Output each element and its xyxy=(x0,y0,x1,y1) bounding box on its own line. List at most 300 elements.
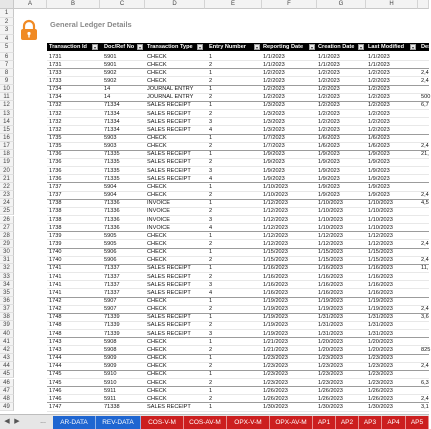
filter-dropdown-icon[interactable] xyxy=(92,44,98,50)
table-cell[interactable]: 1/12/2023 xyxy=(368,232,393,239)
table-cell[interactable]: 1/10/2023 xyxy=(318,224,343,231)
table-cell[interactable]: 1/31/2023 xyxy=(368,322,393,329)
row-header[interactable]: 20 xyxy=(0,167,14,175)
table-cell[interactable]: 1/16/2023 xyxy=(318,273,343,280)
table-cell[interactable]: 5903 xyxy=(104,135,117,141)
table-cell[interactable]: 1/16/2023 xyxy=(318,265,343,272)
table-cell[interactable]: 1735 xyxy=(49,143,62,150)
table-cell[interactable]: 1/2/2023 xyxy=(368,102,390,109)
table-cell[interactable]: CHECK xyxy=(147,371,167,378)
table-cell[interactable]: 1746 xyxy=(49,387,62,394)
table-cell[interactable]: 1/16/2023 xyxy=(368,289,393,296)
table-cell[interactable]: CHECK xyxy=(147,355,167,362)
row-header[interactable]: 13 xyxy=(0,110,14,118)
table-cell[interactable]: 1/9/2023 xyxy=(368,183,390,190)
table-cell[interactable]: 5909 xyxy=(104,355,117,362)
table-cell[interactable]: 1739 xyxy=(49,240,62,247)
table-cell[interactable]: 71335 xyxy=(104,167,120,174)
more-tabs-button[interactable]: ... xyxy=(40,418,46,425)
table-cell[interactable]: CHECK xyxy=(147,61,167,68)
table-cell[interactable]: 1/2/2023 xyxy=(263,86,285,93)
filter-dropdown-icon[interactable] xyxy=(309,44,315,50)
table-cell[interactable]: 1/16/2023 xyxy=(368,281,393,288)
table-cell[interactable]: 1 xyxy=(209,371,213,378)
table-cell[interactable]: 3,6 xyxy=(421,314,429,321)
table-cell[interactable]: SALES RECEIPT xyxy=(147,289,191,296)
row-header[interactable]: 2 xyxy=(0,18,14,27)
table-cell[interactable]: 2 xyxy=(209,395,213,402)
table-cell[interactable]: 3 xyxy=(209,118,213,125)
column-header[interactable]: E xyxy=(205,0,262,9)
row-header[interactable]: 32 xyxy=(0,264,14,272)
table-cell[interactable]: 2,4 xyxy=(421,306,429,313)
table-cell[interactable]: INVOICE xyxy=(147,216,171,223)
table-cell[interactable]: 71335 xyxy=(104,175,120,182)
table-cell[interactable]: CHECK xyxy=(147,143,167,150)
table-cell[interactable]: 1734 xyxy=(49,86,62,93)
table-cell[interactable]: 1732 xyxy=(49,126,62,133)
table-cell[interactable]: 2,4 xyxy=(421,363,429,370)
table-cell[interactable]: 1 xyxy=(209,403,213,410)
table-cell[interactable]: 1/23/2023 xyxy=(318,379,343,386)
table-cell[interactable]: CHECK xyxy=(147,363,167,370)
table-cell[interactable]: 1 xyxy=(209,69,213,76)
table-cell[interactable]: 71334 xyxy=(104,126,120,133)
table-cell[interactable]: 2 xyxy=(209,61,213,68)
table-cell[interactable]: 1/20/2023 xyxy=(318,346,343,353)
table-cell[interactable]: 1/26/2023 xyxy=(368,395,393,402)
column-header[interactable]: B xyxy=(47,0,100,9)
table-cell[interactable]: 1/12/2023 xyxy=(318,232,343,239)
table-cell[interactable]: 1/12/2023 xyxy=(263,240,288,247)
table-cell[interactable]: 1/19/2023 xyxy=(318,306,343,313)
sheet-tab[interactable]: OPX-V-M xyxy=(227,416,270,429)
row-header[interactable]: 15 xyxy=(0,126,14,134)
table-cell[interactable]: 1 xyxy=(209,86,213,93)
table-cell[interactable]: 1/23/2023 xyxy=(263,379,288,386)
table-cell[interactable]: 2 xyxy=(209,208,213,215)
table-cell[interactable]: 1/15/2023 xyxy=(368,257,393,264)
row-header[interactable]: 18 xyxy=(0,150,14,158)
table-cell[interactable]: 14 xyxy=(104,94,111,101)
table-cell[interactable]: 1/23/2023 xyxy=(368,363,393,370)
table-cell[interactable]: CHECK xyxy=(147,240,167,247)
table-cell[interactable]: 1 xyxy=(209,102,213,109)
table-cell[interactable]: 1/2/2023 xyxy=(318,86,340,93)
table-cell[interactable]: 1/9/2023 xyxy=(318,175,340,182)
table-cell[interactable]: 2 xyxy=(209,346,213,353)
table-cell[interactable]: 1/23/2023 xyxy=(318,363,343,370)
table-cell[interactable]: 1734 xyxy=(49,94,62,101)
sheet-tab[interactable]: COS-AV-M xyxy=(184,416,227,429)
table-cell[interactable]: 1742 xyxy=(49,298,62,304)
select-all-corner[interactable] xyxy=(0,0,14,9)
table-cell[interactable]: 1/10/2023 xyxy=(318,200,343,207)
table-cell[interactable]: 1/10/2023 xyxy=(368,200,393,207)
table-cell[interactable]: 1737 xyxy=(49,192,62,199)
table-cell[interactable]: 71334 xyxy=(104,110,120,117)
row-header[interactable]: 40 xyxy=(0,330,14,338)
table-cell[interactable]: 1741 xyxy=(49,281,62,288)
table-cell[interactable]: 71336 xyxy=(104,208,120,215)
sheet-tab[interactable]: AR-DATA xyxy=(53,416,96,429)
table-cell[interactable]: 1/31/2023 xyxy=(318,330,343,337)
table-cell[interactable]: 1/20/2023 xyxy=(318,338,343,345)
filter-dropdown-icon[interactable] xyxy=(358,44,364,50)
row-header[interactable]: 44 xyxy=(0,362,14,370)
table-cell[interactable]: 1740 xyxy=(49,249,62,256)
table-cell[interactable]: 1/3/2023 xyxy=(263,110,285,117)
table-cell[interactable]: CHECK xyxy=(147,257,167,264)
table-cell[interactable]: 11, xyxy=(421,265,429,272)
table-cell[interactable]: CHECK xyxy=(147,232,167,239)
table-cell[interactable]: 1/3/2023 xyxy=(263,118,285,125)
table-cell[interactable]: 2 xyxy=(209,322,213,329)
table-cell[interactable]: 1/23/2023 xyxy=(368,355,393,362)
table-cell[interactable]: 1/9/2023 xyxy=(318,183,340,190)
table-cell[interactable]: 71335 xyxy=(104,159,120,166)
table-cell[interactable]: 1/2/2023 xyxy=(368,110,390,117)
row-header[interactable]: 10 xyxy=(0,85,14,93)
table-cell[interactable]: 1747 xyxy=(49,403,62,410)
row-header[interactable]: 7 xyxy=(0,61,14,69)
row-header[interactable]: 24 xyxy=(0,199,14,207)
table-cell[interactable]: 1 xyxy=(209,265,213,272)
table-cell[interactable]: 1733 xyxy=(49,77,62,84)
table-cell[interactable]: 1740 xyxy=(49,257,62,264)
column-header[interactable]: A xyxy=(14,0,47,9)
table-cell[interactable]: 1/12/2023 xyxy=(263,216,288,223)
row-header[interactable]: 36 xyxy=(0,297,14,305)
sheet-tab[interactable]: AP1 xyxy=(313,416,336,429)
filter-dropdown-icon[interactable] xyxy=(254,44,260,50)
table-cell[interactable]: 1/2/2023 xyxy=(368,69,390,76)
table-cell[interactable]: SALES RECEIPT xyxy=(147,314,191,321)
table-cell[interactable]: 1/9/2023 xyxy=(263,175,285,182)
table-cell[interactable]: 1/2/2023 xyxy=(263,77,285,84)
table-cell[interactable]: 1748 xyxy=(49,322,62,329)
row-header[interactable]: 46 xyxy=(0,379,14,387)
table-cell[interactable]: SALES RECEIPT xyxy=(147,281,191,288)
table-cell[interactable]: 1/30/2023 xyxy=(318,403,343,410)
table-cell[interactable]: 71339 xyxy=(104,330,120,337)
table-cell[interactable]: INVOICE xyxy=(147,208,171,215)
table-cell[interactable]: 1/10/2023 xyxy=(318,216,343,223)
table-cell[interactable]: 1/9/2023 xyxy=(318,167,340,174)
row-header[interactable]: 33 xyxy=(0,273,14,281)
row-header[interactable]: 25 xyxy=(0,207,14,215)
row-header[interactable]: 47 xyxy=(0,387,14,395)
table-cell[interactable]: SALES RECEIPT xyxy=(147,273,191,280)
table-cell[interactable]: CHECK xyxy=(147,77,167,84)
table-cell[interactable]: SALES RECEIPT xyxy=(147,167,191,174)
table-cell[interactable]: CHECK xyxy=(147,183,167,190)
column-header[interactable]: G xyxy=(317,0,366,9)
table-cell[interactable]: 1/6/2023 xyxy=(368,135,390,141)
table-cell[interactable]: 71339 xyxy=(104,314,120,321)
table-cell[interactable]: 71339 xyxy=(104,322,120,329)
sheet-tab[interactable]: AP2 xyxy=(336,416,359,429)
table-cell[interactable]: 1/2/2023 xyxy=(368,126,390,133)
column-header[interactable]: C xyxy=(100,0,145,9)
table-cell[interactable]: 71338 xyxy=(104,403,120,410)
table-cell[interactable]: 1/9/2023 xyxy=(368,159,390,166)
sheet-tab[interactable]: AP3 xyxy=(359,416,382,429)
table-cell[interactable]: 1/10/2023 xyxy=(263,192,288,199)
row-header[interactable]: 9 xyxy=(0,77,14,85)
table-cell[interactable]: 1/16/2023 xyxy=(263,265,288,272)
row-header[interactable]: 43 xyxy=(0,354,14,362)
column-header[interactable]: D xyxy=(145,0,205,9)
row-header[interactable]: 14 xyxy=(0,118,14,126)
table-cell[interactable]: 1/12/2023 xyxy=(263,208,288,215)
table-cell[interactable]: 1746 xyxy=(49,395,62,402)
table-cell[interactable]: 1/19/2023 xyxy=(263,322,288,329)
table-cell[interactable]: 1 xyxy=(209,183,213,190)
table-cell[interactable]: 1/26/2023 xyxy=(263,387,288,394)
table-cell[interactable]: 1/1/2023 xyxy=(318,53,340,60)
table-cell[interactable]: 1/10/2023 xyxy=(318,208,343,215)
row-header[interactable]: 27 xyxy=(0,224,14,232)
table-cell[interactable]: 1/19/2023 xyxy=(263,314,288,321)
table-cell[interactable]: CHECK xyxy=(147,338,167,345)
table-cell[interactable]: 1/23/2023 xyxy=(318,355,343,362)
table-cell[interactable]: 1/16/2023 xyxy=(318,281,343,288)
row-header[interactable]: 45 xyxy=(0,370,14,378)
table-cell[interactable]: SALES RECEIPT xyxy=(147,110,191,117)
table-cell[interactable]: 1/21/2023 xyxy=(263,346,288,353)
table-cell[interactable]: 71336 xyxy=(104,224,120,231)
table-cell[interactable]: 1/6/2023 xyxy=(318,143,340,150)
table-cell[interactable]: 1/23/2023 xyxy=(368,379,393,386)
table-cell[interactable]: CHECK xyxy=(147,306,167,313)
table-cell[interactable]: 1/16/2023 xyxy=(318,289,343,296)
table-cell[interactable]: 1/16/2023 xyxy=(368,273,393,280)
table-cell[interactable]: 71334 xyxy=(104,102,120,109)
table-cell[interactable]: 1/15/2023 xyxy=(318,257,343,264)
table-cell[interactable]: 1/26/2023 xyxy=(263,395,288,402)
table-cell[interactable]: 1/21/2023 xyxy=(263,338,288,345)
table-cell[interactable]: 3 xyxy=(209,216,213,223)
table-cell[interactable]: 1 xyxy=(209,355,213,362)
table-cell[interactable]: 1 xyxy=(209,200,213,207)
table-cell[interactable]: SALES RECEIPT xyxy=(147,403,191,410)
row-header[interactable]: 5 xyxy=(0,43,14,53)
table-cell[interactable]: 2 xyxy=(209,240,213,247)
table-cell[interactable]: 1732 xyxy=(49,102,62,109)
table-cell[interactable]: 1/3/2023 xyxy=(263,126,285,133)
table-cell[interactable]: 71337 xyxy=(104,289,120,296)
table-cell[interactable]: 1735 xyxy=(49,135,62,141)
table-cell[interactable]: 1/31/2023 xyxy=(318,314,343,321)
table-cell[interactable]: CHECK xyxy=(147,298,167,304)
table-cell[interactable]: 1/19/2023 xyxy=(263,298,288,304)
filter-dropdown-icon[interactable] xyxy=(137,44,143,50)
table-cell[interactable]: 1/6/2023 xyxy=(368,143,390,150)
table-cell[interactable]: 3,1 xyxy=(421,403,429,410)
row-header[interactable]: 23 xyxy=(0,191,14,199)
table-cell[interactable]: 2,4 xyxy=(421,395,429,402)
tab-scroll-left-icon[interactable]: ◀ xyxy=(4,418,10,425)
table-cell[interactable]: 5907 xyxy=(104,298,117,304)
table-cell[interactable]: 1731 xyxy=(49,61,62,68)
table-cell[interactable]: 1/1/2023 xyxy=(318,61,340,68)
row-header[interactable]: 17 xyxy=(0,142,14,150)
table-cell[interactable]: 1/9/2023 xyxy=(368,192,390,199)
row-header[interactable]: 1 xyxy=(0,9,14,18)
table-cell[interactable]: 5905 xyxy=(104,240,117,247)
table-cell[interactable]: 1/19/2023 xyxy=(318,298,343,304)
table-cell[interactable]: 5904 xyxy=(104,183,117,190)
table-cell[interactable]: 1 xyxy=(209,53,213,60)
row-header[interactable]: 41 xyxy=(0,338,14,346)
table-cell[interactable]: 1741 xyxy=(49,289,62,296)
table-cell[interactable]: 1/16/2023 xyxy=(263,273,288,280)
table-cell[interactable]: 5906 xyxy=(104,249,117,256)
table-cell[interactable]: 1/16/2023 xyxy=(368,265,393,272)
table-cell[interactable]: 2,4 xyxy=(421,77,429,84)
row-header[interactable]: 16 xyxy=(0,134,14,142)
table-cell[interactable]: SALES RECEIPT xyxy=(147,175,191,182)
table-cell[interactable]: 5903 xyxy=(104,143,117,150)
table-cell[interactable]: 1732 xyxy=(49,118,62,125)
table-cell[interactable]: 71335 xyxy=(104,151,120,158)
table-cell[interactable]: 1/10/2023 xyxy=(368,216,393,223)
sheet-tab[interactable]: COS-V-M xyxy=(141,416,184,429)
table-cell[interactable]: 1 xyxy=(209,249,213,256)
table-cell[interactable]: 1/2/2023 xyxy=(318,126,340,133)
table-cell[interactable]: 1 xyxy=(209,338,213,345)
table-cell[interactable]: 1/1/2023 xyxy=(368,53,390,60)
table-cell[interactable]: 2 xyxy=(209,363,213,370)
table-cell[interactable]: 6,7 xyxy=(421,102,429,109)
table-cell[interactable]: 5908 xyxy=(104,346,117,353)
sheet-tab[interactable]: OPX-AV-M xyxy=(270,416,313,429)
table-cell[interactable]: 1/1/2023 xyxy=(263,53,285,60)
row-header[interactable]: 12 xyxy=(0,101,14,109)
table-cell[interactable]: CHECK xyxy=(147,379,167,386)
row-header[interactable]: 3 xyxy=(0,26,14,35)
table-cell[interactable]: 1/15/2023 xyxy=(263,249,288,256)
table-cell[interactable]: INVOICE xyxy=(147,200,171,207)
table-cell[interactable]: 1/12/2023 xyxy=(263,200,288,207)
table-cell[interactable]: 6,3 xyxy=(421,379,429,386)
table-cell[interactable]: 5911 xyxy=(104,395,117,402)
table-cell[interactable]: 1/12/2023 xyxy=(263,232,288,239)
table-cell[interactable]: SALES RECEIPT xyxy=(147,159,191,166)
column-header[interactable]: H xyxy=(366,0,418,9)
table-cell[interactable]: 1/30/2023 xyxy=(368,403,393,410)
table-cell[interactable]: JOURNAL ENTRY xyxy=(147,94,194,101)
table-cell[interactable]: 1/9/2023 xyxy=(318,192,340,199)
table-cell[interactable]: 1/16/2023 xyxy=(263,281,288,288)
table-cell[interactable]: 1/9/2023 xyxy=(318,159,340,166)
table-cell[interactable]: 1/2/2023 xyxy=(318,118,340,125)
table-cell[interactable]: 1/1/2023 xyxy=(368,61,390,68)
row-header[interactable]: 6 xyxy=(0,53,14,61)
table-cell[interactable]: 1745 xyxy=(49,379,62,386)
table-cell[interactable]: 4 xyxy=(209,126,213,133)
table-cell[interactable]: 1748 xyxy=(49,314,62,321)
table-cell[interactable]: 1/19/2023 xyxy=(263,306,288,313)
table-cell[interactable]: 5907 xyxy=(104,306,117,313)
table-cell[interactable]: 1/2/2023 xyxy=(318,110,340,117)
table-cell[interactable]: 1743 xyxy=(49,338,62,345)
table-cell[interactable]: 71336 xyxy=(104,216,120,223)
table-cell[interactable]: 14 xyxy=(104,86,111,93)
table-cell[interactable]: 1/9/2023 xyxy=(368,151,390,158)
table-cell[interactable]: 1/2/2023 xyxy=(368,94,390,101)
table-cell[interactable]: 1 xyxy=(209,151,213,158)
table-cell[interactable]: SALES RECEIPT xyxy=(147,102,191,109)
table-cell[interactable]: 1736 xyxy=(49,159,62,166)
table-cell[interactable]: 2,4 xyxy=(421,192,429,199)
table-cell[interactable]: 1/19/2023 xyxy=(368,298,393,304)
column-header[interactable] xyxy=(418,0,429,9)
row-header[interactable]: 49 xyxy=(0,403,14,411)
table-cell[interactable]: 4 xyxy=(209,175,213,182)
sheet-tab[interactable]: REV-DATA xyxy=(96,416,141,429)
table-cell[interactable]: 1741 xyxy=(49,265,62,272)
table-cell[interactable]: 1745 xyxy=(49,371,62,378)
table-cell[interactable]: SALES RECEIPT xyxy=(147,118,191,125)
table-cell[interactable]: 1/9/2023 xyxy=(263,167,285,174)
table-cell[interactable]: 5908 xyxy=(104,338,117,345)
table-cell[interactable]: 1742 xyxy=(49,306,62,313)
table-cell[interactable]: 2 xyxy=(209,94,213,101)
table-cell[interactable]: 1/1/2023 xyxy=(263,61,285,68)
table-cell[interactable]: 2 xyxy=(209,257,213,264)
row-header[interactable]: 21 xyxy=(0,175,14,183)
table-cell[interactable]: 1/3/2023 xyxy=(263,102,285,109)
table-cell[interactable]: 2 xyxy=(209,192,213,199)
table-cell[interactable]: 5902 xyxy=(104,69,117,76)
table-cell[interactable]: 1/10/2023 xyxy=(368,208,393,215)
table-cell[interactable]: 1/26/2023 xyxy=(318,395,343,402)
table-cell[interactable]: 1738 xyxy=(49,208,62,215)
table-cell[interactable]: 1/15/2023 xyxy=(368,249,393,256)
table-cell[interactable]: 1 xyxy=(209,314,213,321)
table-cell[interactable]: 2 xyxy=(209,379,213,386)
filter-dropdown-icon[interactable] xyxy=(410,44,416,50)
table-cell[interactable]: 1/12/2023 xyxy=(318,240,343,247)
table-cell[interactable]: SALES RECEIPT xyxy=(147,330,191,337)
row-header[interactable]: 28 xyxy=(0,232,14,240)
table-cell[interactable]: 1/2/2023 xyxy=(263,94,285,101)
table-cell[interactable]: 1 xyxy=(209,135,213,141)
table-cell[interactable]: 1/23/2023 xyxy=(368,371,393,378)
table-cell[interactable]: 1/2/2023 xyxy=(368,86,390,93)
table-cell[interactable]: 1/20/2023 xyxy=(368,338,393,345)
table-cell[interactable]: CHECK xyxy=(147,135,167,141)
table-cell[interactable]: 1/2/2023 xyxy=(368,77,390,84)
row-header[interactable]: 34 xyxy=(0,281,14,289)
table-cell[interactable]: CHECK xyxy=(147,69,167,76)
table-cell[interactable]: 5910 xyxy=(104,379,117,386)
table-cell[interactable]: 71336 xyxy=(104,200,120,207)
table-cell[interactable]: 5901 xyxy=(104,61,117,68)
table-cell[interactable]: 1/23/2023 xyxy=(263,371,288,378)
table-cell[interactable]: SALES RECEIPT xyxy=(147,322,191,329)
table-cell[interactable]: 1/9/2023 xyxy=(368,167,390,174)
table-cell[interactable]: 1/2/2023 xyxy=(318,77,340,84)
table-cell[interactable]: 1 xyxy=(209,387,213,394)
table-cell[interactable]: 1/2/2023 xyxy=(318,94,340,101)
table-cell[interactable]: 1/23/2023 xyxy=(263,355,288,362)
table-cell[interactable]: 1738 xyxy=(49,216,62,223)
row-header[interactable]: 48 xyxy=(0,395,14,403)
table-cell[interactable]: 1/2/2023 xyxy=(368,118,390,125)
